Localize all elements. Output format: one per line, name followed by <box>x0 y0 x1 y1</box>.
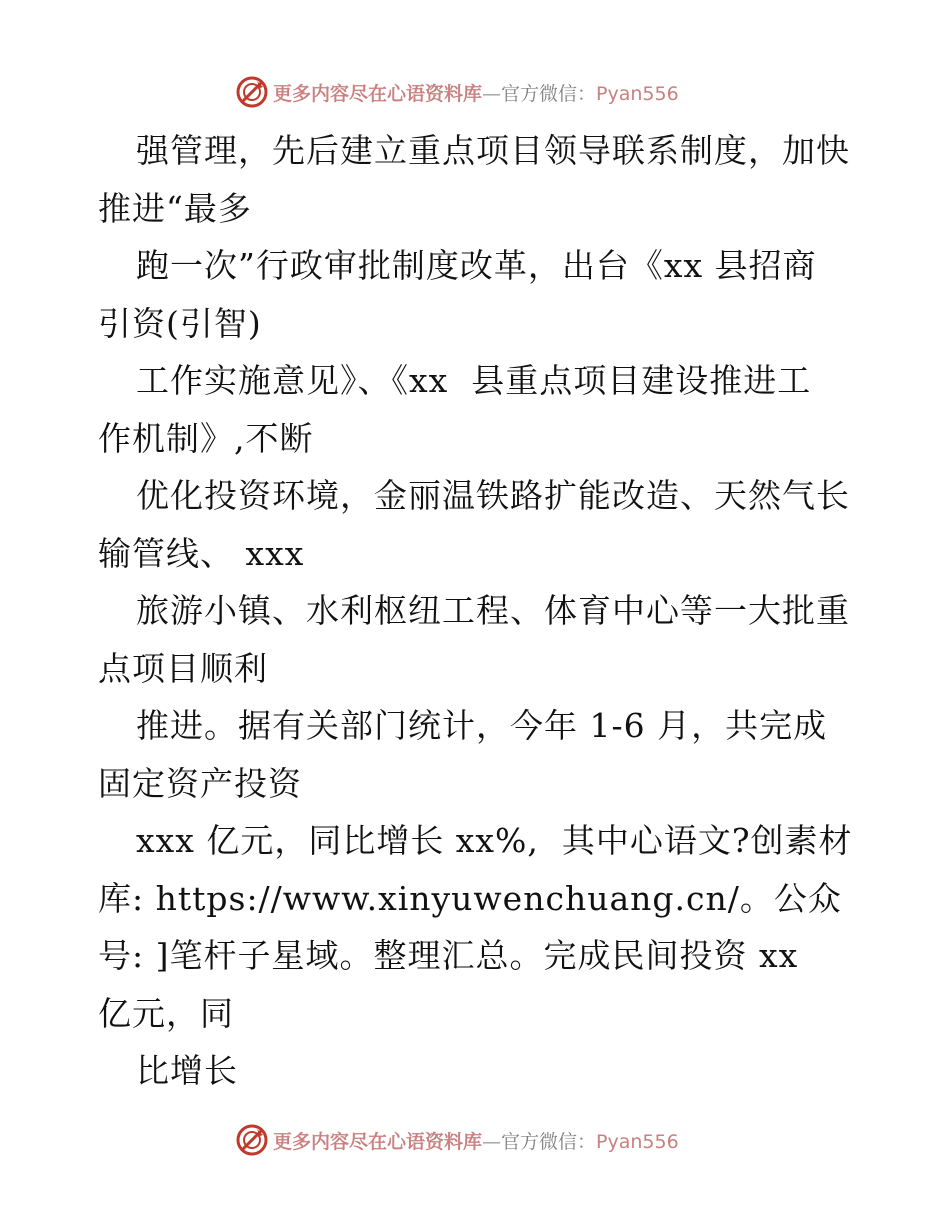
footer-separator: — <box>482 1130 502 1153</box>
document-body <box>98 122 878 1100</box>
footer-banner-text <box>273 1127 679 1154</box>
footer-brand: 更多内容尽在心语资料库 <box>273 1130 483 1153</box>
header-banner <box>235 72 755 112</box>
header-banner-text <box>273 79 679 106</box>
body-line-11: 推进。据有关部门统计，今年 1-6 月，共完成 <box>136 706 828 745</box>
header-brand: 更多内容尽在心语资料库 <box>273 82 483 105</box>
body-line-5: 工作实施意见》、《xx 县重点项目建设推进工 <box>136 361 812 400</box>
body-line-9: 旅游小镇、水利枢纽工程、体育中心等一大批重 <box>136 591 850 630</box>
header-wechat-label: 官方微信： <box>501 82 597 105</box>
body-line-12: 固定资产投资 <box>98 763 302 803</box>
header-wechat-id: Pyan556 <box>596 82 679 105</box>
header-separator: — <box>482 82 502 105</box>
body-line-3: 跑一次”行政审批制度改革，出台《xx 县招商 <box>136 246 817 285</box>
body-line-17: 比增长 <box>136 1051 238 1090</box>
body-line-2: 推进“最多 <box>98 188 252 228</box>
body-line-10: 点项目顺利 <box>98 648 268 688</box>
body-line-4: 引资(引智) <box>98 303 262 343</box>
footer-banner <box>235 1120 755 1160</box>
body-line-15: 号: ]笔杆子星域。整理汇总。完成民间投资 xx <box>98 936 799 975</box>
body-line-16: 亿元，同 <box>98 993 234 1033</box>
body-line-8: 输管线、 xxx <box>98 533 305 573</box>
xinyu-logo-icon <box>235 75 269 109</box>
footer-wechat-id: Pyan556 <box>596 1130 679 1153</box>
body-line-6: 作机制》,不断 <box>98 418 314 458</box>
body-line-7: 优化投资环境，金丽温铁路扩能改造、天然气长 <box>136 476 850 515</box>
xinyu-logo-icon <box>235 1123 269 1157</box>
body-line-1: 强管理，先后建立重点项目领导联系制度，加快 <box>136 131 850 170</box>
body-line-14: 库: https://www.xinyuwenchuang.cn/。公众 <box>98 878 842 918</box>
footer-wechat-label: 官方微信： <box>501 1130 597 1153</box>
body-line-13: xxx 亿元，同比增长 xx%, 其中心语文?创素材 <box>136 821 853 860</box>
